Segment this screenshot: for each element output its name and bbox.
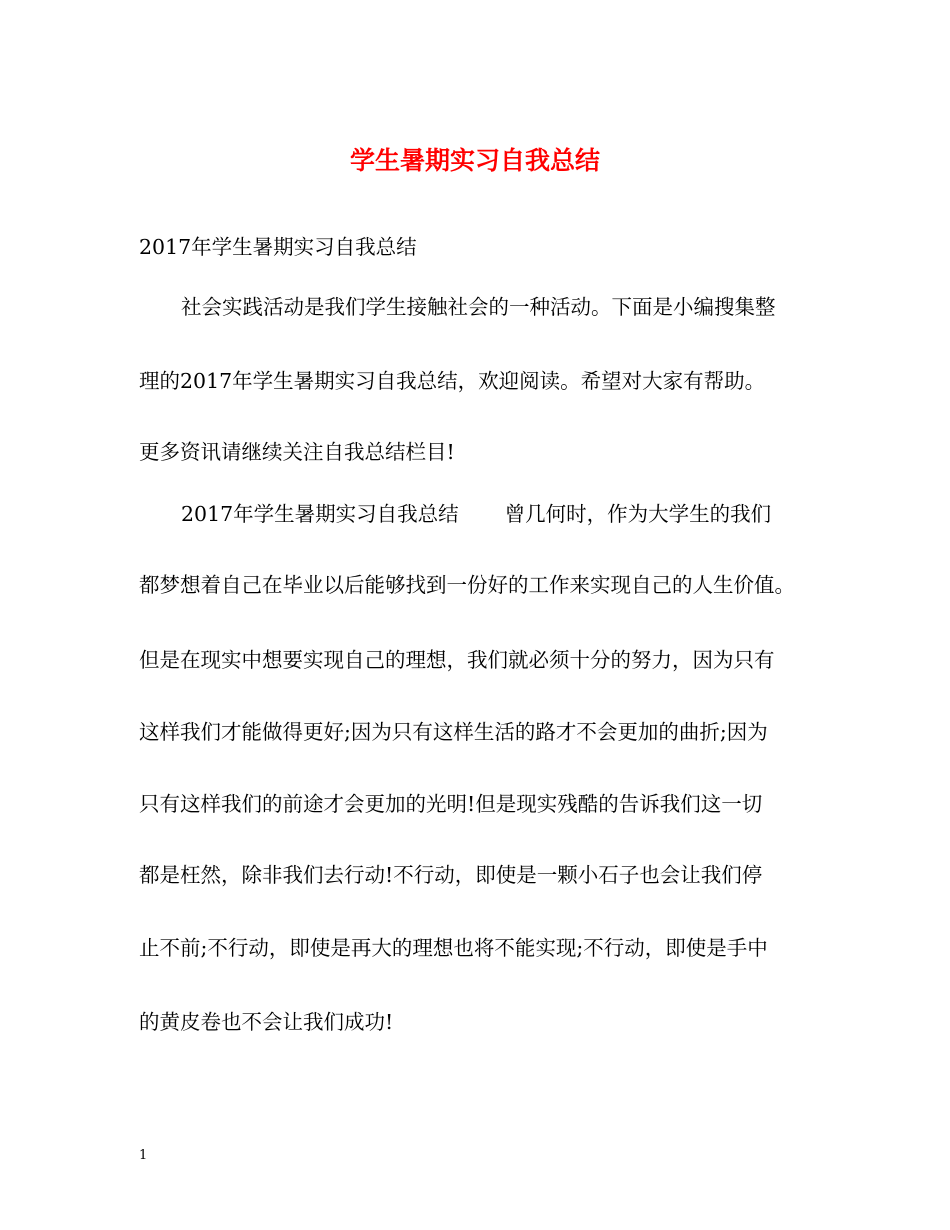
page-number: 1 — [139, 1148, 148, 1163]
paragraph-line: 这样我们才能做得更好;因为只有这样生活的路才不会更加的曲折;因为 — [139, 720, 768, 744]
document-subtitle: 2017年学生暑期实习自我总结 — [139, 235, 417, 259]
paragraph-line: 理的2017年学生暑期实习自我总结，欢迎阅读。希望对大家有帮助。 — [139, 369, 766, 393]
paragraph-line: 更多资讯请继续关注自我总结栏目! — [139, 440, 455, 464]
paragraph-line: 都梦想着自己在毕业以后能够找到一份好的工作来实现自己的人生价值。 — [139, 573, 795, 597]
paragraph-line: 止不前;不行动，即使是再大的理想也将不能实现;不行动，即使是手中 — [139, 936, 768, 960]
paragraph-first-line — [181, 499, 771, 529]
body-heading: 2017年学生暑期实习自我总结 — [181, 502, 459, 526]
paragraph-line: 的黄皮卷也不会让我们成功! — [139, 1010, 394, 1034]
paragraph-line: 但是在现实中想要实现自己的理想，我们就必须十分的努力，因为只有 — [139, 648, 775, 672]
paragraph-line: 都是枉然，除非我们去行动!不行动，即使是一颗小石子也会让我们停 — [139, 863, 763, 887]
paragraph-line: 社会实践活动是我们学生接触社会的一种活动。下面是小编搜集整 — [181, 295, 776, 319]
document-title: 学生暑期实习自我总结 — [349, 146, 600, 175]
paragraph-text: 曾几何时，作为大学生的我们 — [504, 502, 772, 526]
paragraph-line: 只有这样我们的前途才会更加的光明!但是现实残酷的告诉我们这一切 — [139, 792, 763, 816]
